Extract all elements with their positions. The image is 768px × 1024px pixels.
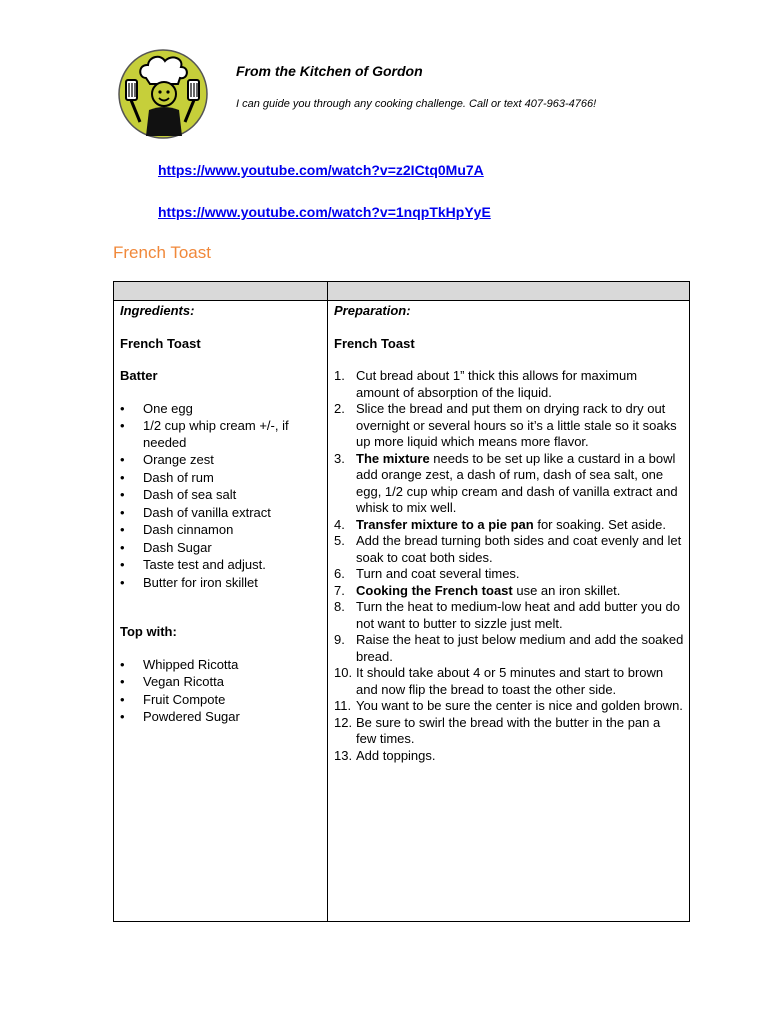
step-text: Add toppings. [356, 747, 436, 763]
step-text: Be sure to swirl the bread with the butter in the pan a few times. [356, 714, 661, 746]
step-number: 6. [334, 566, 345, 581]
ingredients-heading: Ingredients: [120, 303, 195, 318]
preparation-step [334, 632, 684, 665]
step-number: 12. [334, 714, 353, 730]
batter-ingredient-item: • 1/2 cup whip cream +/-, if needed [120, 418, 320, 451]
preparation-subheading: French Toast [334, 335, 415, 351]
step-number: 8. [334, 599, 345, 614]
step-number: 9. [334, 632, 345, 647]
batter-ingredient-item: • Butter for iron skillet [120, 575, 320, 592]
preparation-step [334, 517, 684, 534]
step-emphasis: Transfer mixture to a pie pan [356, 516, 534, 532]
step-number: 1. [334, 368, 345, 383]
kitchen-title: From the Kitchen of Gordon [236, 63, 423, 79]
preparation-step [334, 599, 684, 632]
preparation-step [334, 368, 684, 401]
preparation-heading: Preparation: [334, 303, 411, 318]
step-text: Slice the bread and put them on drying rack to dry out overnight or several hours so it’s a little stale so it soaks up more liquid which means more flavor. [356, 401, 677, 449]
step-number: 2. [334, 401, 345, 416]
step-text: Add the bread turning both sides and coat evenly and let soak to coat both sides. [356, 533, 682, 565]
youtube-link-2[interactable]: https://www.youtube.com/watch?v=1nqpTkHpYyE [158, 204, 491, 220]
step-text: Turn and coat several times. [356, 566, 520, 581]
preparation-step [334, 533, 684, 566]
step-text: use an iron skillet. [512, 582, 621, 598]
topping-list [120, 657, 320, 726]
topping-heading: Top with: [120, 624, 177, 639]
ingredients-column [120, 301, 320, 727]
column-divider [327, 282, 328, 921]
chef-logo-icon [116, 48, 210, 140]
step-text: Cut bread about 1” thick this allows for maximum amount of absorption of the liquid. [356, 368, 638, 400]
youtube-link-1[interactable]: https://www.youtube.com/watch?v=z2ICtq0Mu7A [158, 162, 484, 178]
ingredients-subheading: French Toast [120, 335, 201, 351]
preparation-step [334, 698, 684, 715]
step-text: needs to be set up like a custard in a bowl add orange zest, a dash of rum, dash of sea salt, one egg, 1/2 cup whip cream and dash of vanilla extract and whisk to mix well. [356, 450, 678, 515]
step-text: for soaking. Set aside. [533, 516, 666, 532]
step-number: 3. [334, 450, 345, 466]
batter-ingredient-item: • One egg [120, 401, 320, 418]
step-emphasis: Cooking the French toast [356, 582, 513, 598]
step-text: It should take about 4 or 5 minutes and start to brown and now flip the bread to toast the other side. [356, 665, 664, 697]
batter-ingredient-item: • Dash Sugar [120, 540, 320, 557]
step-number: 4. [334, 516, 345, 532]
step-emphasis: The mixture [356, 450, 430, 466]
batter-heading: Batter [120, 368, 158, 383]
table-header-row [114, 282, 689, 301]
preparation-step [334, 748, 684, 765]
step-text: You want to be sure the center is nice and golden brown. [356, 698, 683, 713]
batter-ingredient-item: • Dash of vanilla extract [120, 505, 320, 522]
topping-item: • Fruit Compote [120, 692, 320, 709]
topping-item: • Powdered Sugar [120, 709, 320, 726]
batter-ingredient-item: • Orange zest [120, 452, 320, 469]
step-text: Raise the heat to just below medium and add the soaked bread. [356, 632, 684, 664]
batter-ingredient-item: • Dash of sea salt [120, 487, 320, 504]
recipe-table [113, 281, 690, 922]
preparation-step [334, 566, 684, 583]
batter-ingredient-item: • Taste test and adjust. [120, 557, 320, 574]
topping-item: • Vegan Ricotta [120, 674, 320, 691]
recipe-title: French Toast [113, 243, 211, 262]
steps-list [334, 368, 684, 764]
topping-item: • Whipped Ricotta [120, 657, 320, 674]
preparation-column [334, 301, 684, 764]
batter-list [120, 401, 320, 592]
step-number: 11. [334, 698, 352, 713]
preparation-step [334, 401, 684, 451]
preparation-step [334, 715, 684, 748]
kitchen-subtitle: I can guide you through any cooking challenge. Call or text 407-963-4766! [236, 98, 597, 110]
step-number: 5. [334, 533, 345, 548]
preparation-step [334, 665, 684, 698]
preparation-step [334, 583, 684, 600]
preparation-step [334, 451, 684, 517]
step-number: 10. [334, 665, 353, 680]
batter-ingredient-item: • Dash of rum [120, 470, 320, 487]
step-number: 7. [334, 582, 345, 598]
step-text: Turn the heat to medium-low heat and add butter you do not want to butter to sizzle just melt. [356, 599, 680, 631]
step-number: 13. [334, 747, 353, 763]
batter-ingredient-item: • Dash cinnamon [120, 522, 320, 539]
